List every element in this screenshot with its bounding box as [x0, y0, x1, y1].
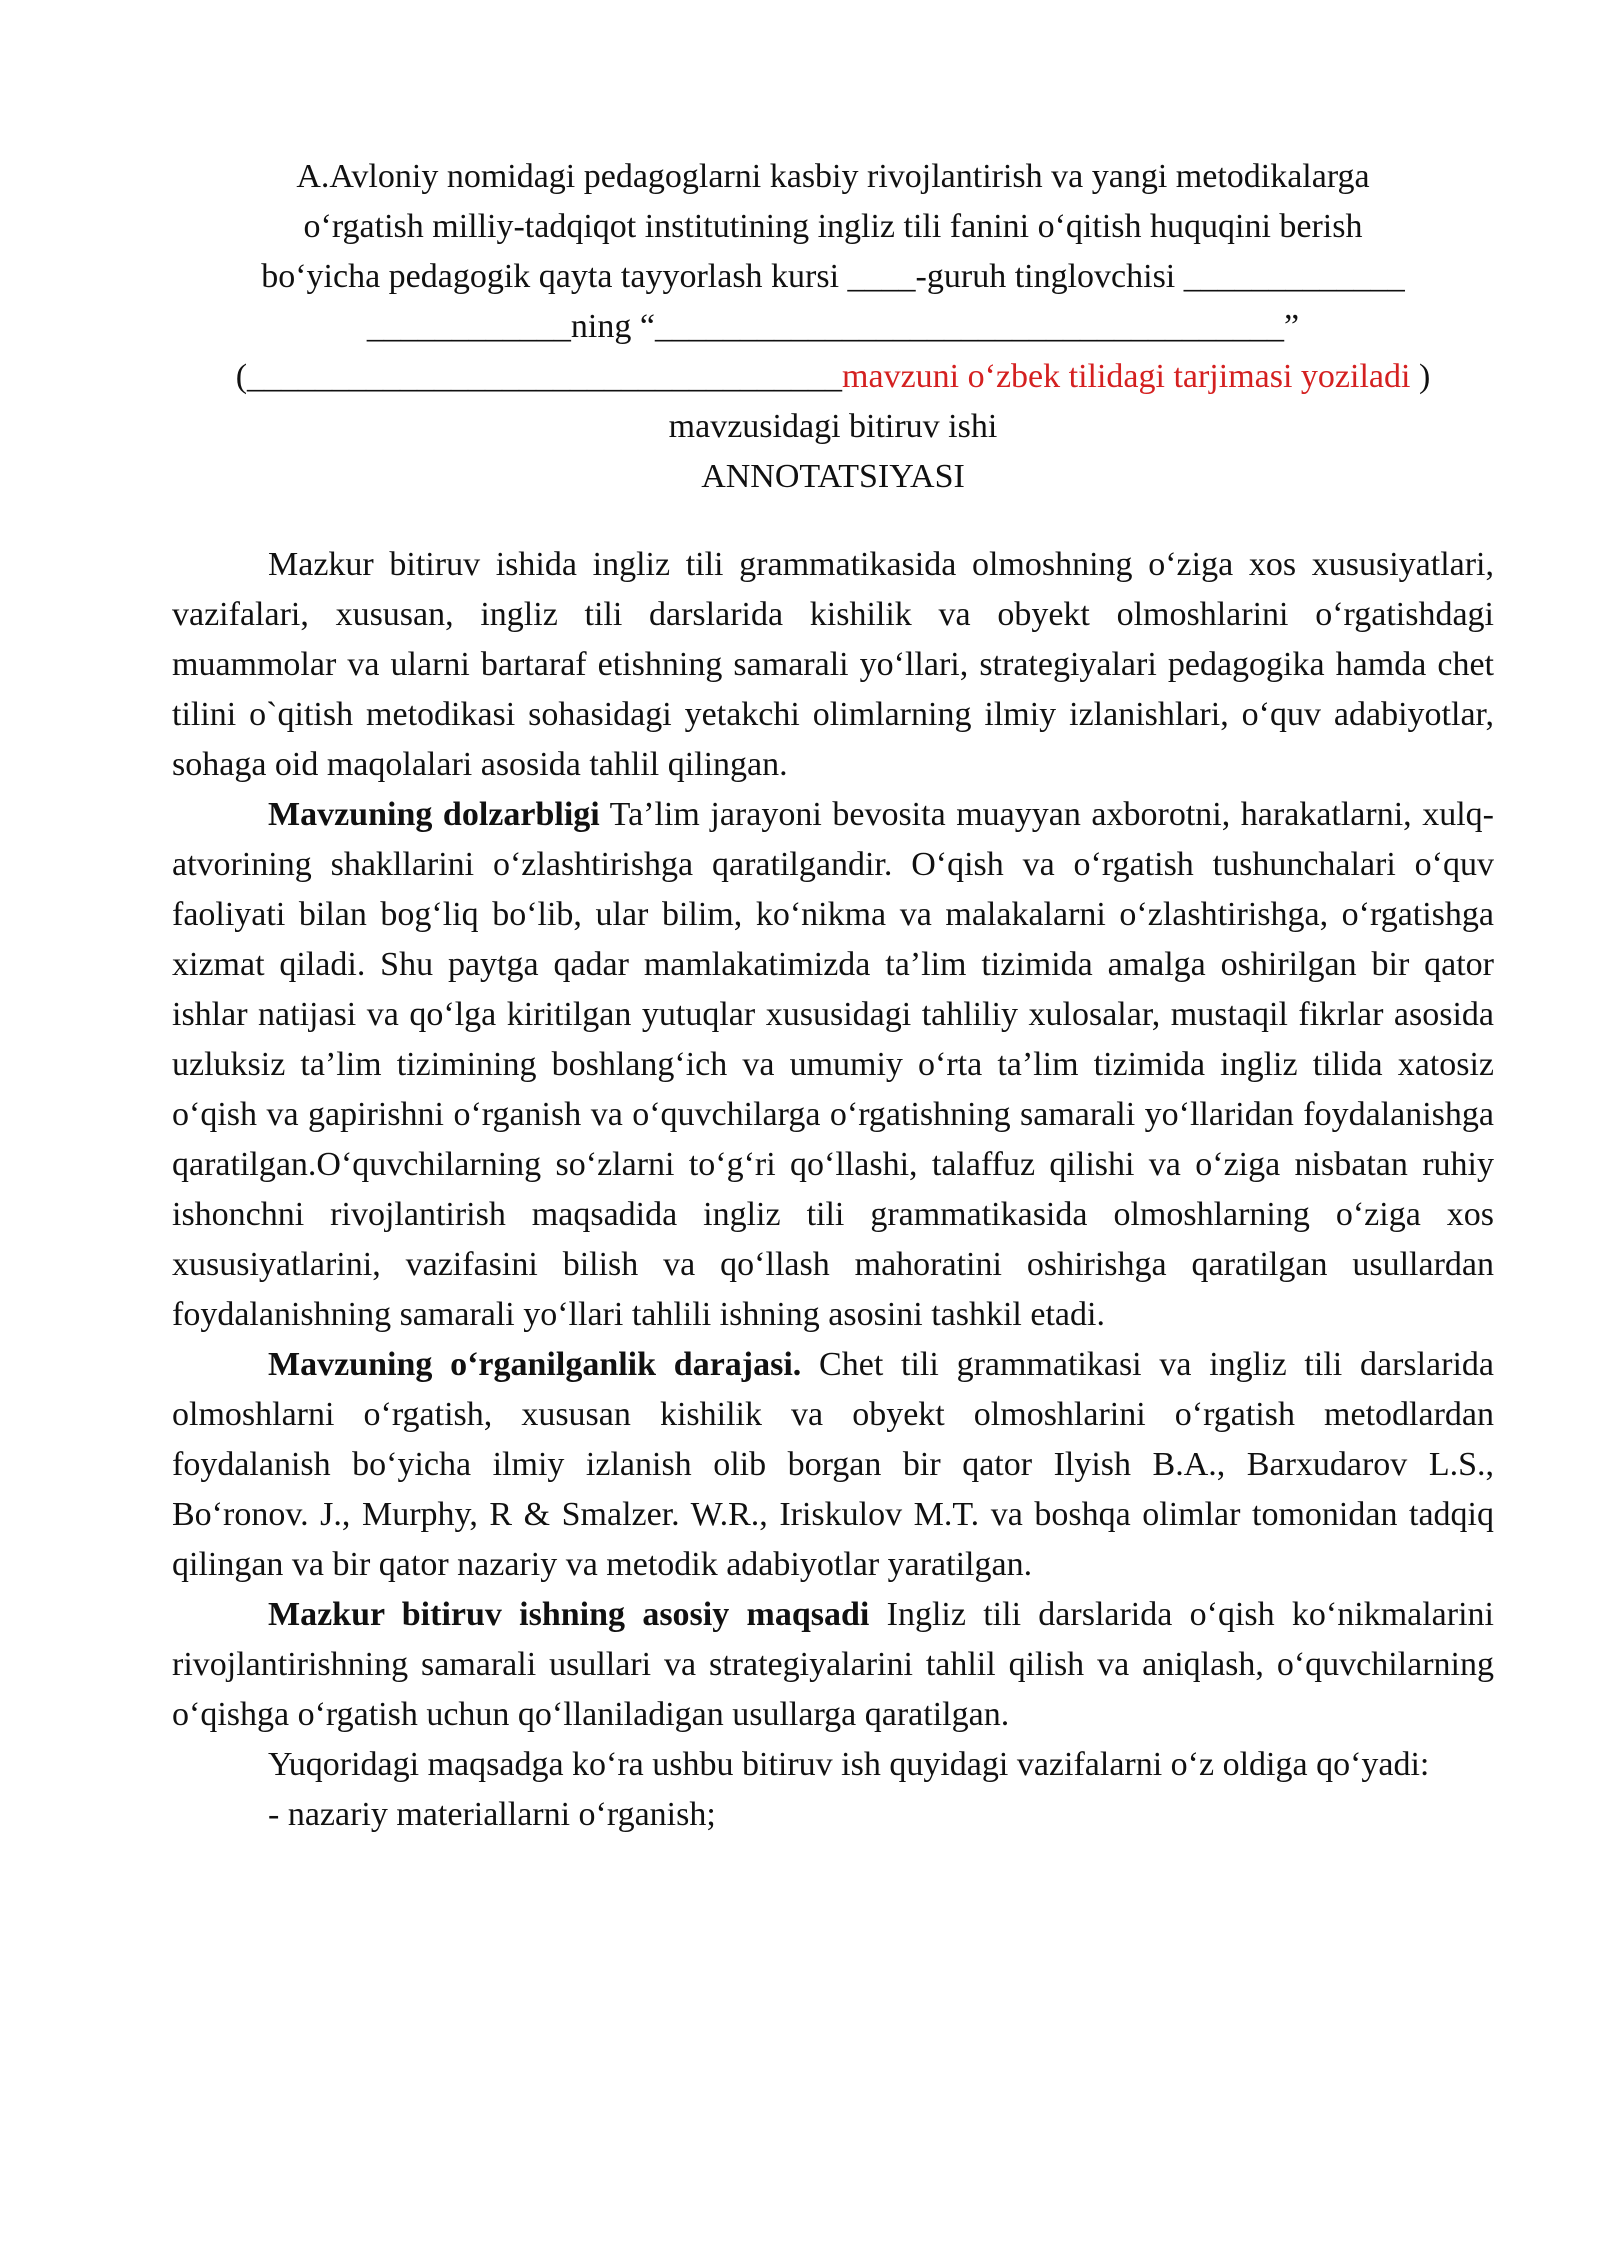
tasks-paragraph: Yuqoridagi maqsadga ko‘ra ushbu bitiruv ish quyidagi vazifalarni o‘z oldiga qo‘yadi:	[268, 1746, 1430, 1783]
study-level-paragraph	[172, 1340, 1494, 1590]
goal-heading: Mazkur bitiruv ishning asosiy maqsadi	[268, 1596, 870, 1633]
study-level-text: Chet tili grammatikasi va ingliz tili darslarida olmoshlarni o‘rgatish, xususan kishilik va obyekt olmoshlarini o‘rgatish metodlardan foydalanish bo‘yicha ilmiy izlanish olib borgan bir qator Ilyish B.A., Barxudarov L.S., Bo‘ronov. J., Murphy, R & Smalzer. W.R., Iriskulov M.T. va boshqa olimlar tomonidan tadqiq qilingan va bir qator nazariy va metodik adabiyotlar yaratilgan.	[172, 1346, 1494, 1583]
institute-line-2: o‘rgatish milliy-tadqiqot institutining ingliz tili fanini o‘qitish huquqini berish	[303, 208, 1363, 245]
relevance-heading: Mavzuning dolzarbligi	[268, 796, 600, 833]
institute-line-1: A.Avloniy nomidagi pedagoglarni kasbiy rivojlantirish va yangi metodikalarga	[296, 158, 1370, 195]
intro-paragraph: Mazkur bitiruv ishida ingliz tili grammatikasida olmoshning o‘ziga xos xususiyatlari, vazifalari, xususan, ingliz tili darslarida kishilik va obyekt olmoshlarini o‘rgatishdagi muammolar va ularni bartaraf etishning samarali yo‘llari, strategiyalari pedagogika hamda chet tilini o`qitish metodikasi sohasidagi yetakchi olimlarning ilmiy izlanishlari, o‘quv adabiyotlar, sohaga oid maqolalari asosida tahlil qilingan.	[172, 546, 1494, 783]
title-block	[168, 152, 1498, 502]
translation-instruction: mavzuni o‘zbek tilidagi tarjimasi yoziladi	[842, 358, 1411, 395]
goal-paragraph	[172, 1590, 1494, 1740]
goal-text: Ingliz tili darslarida o‘qish ko‘nikmalarini rivojlantirishning samarali usullari va strategiyalarini tahlil qilish va aniqlash, o‘quvchilarning o‘qishga o‘rgatish uchun qo‘llaniladigan usullarga qaratilgan.	[172, 1596, 1494, 1733]
relevance-text: Ta’lim jarayoni bevosita muayyan axborotni, harakatlarni, xulq-atvorining shakllarini o‘zlashtirishga qaratilgandir. O‘qish va o‘rgatish tushunchalari o‘quv faoliyati bilan bog‘liq bo‘lib, ular bilim, ko‘nikma va malakalarni o‘zlashtirishga, o‘rgatishga xizmat qiladi. Shu paytga qadar mamlakatimizda ta’lim tizimida amalga oshirilgan bir qator ishlar natijasi va qo‘lga kiritilgan yutuqlar xususidagi tahliliy xulosalar, mustaqil fikrlar asosida uzluksiz ta’lim tizimining boshlang‘ich va umumiy o‘rta ta’lim tizimida ingliz tilida xatosiz o‘qish va gapirishni o‘rganish va o‘quvchilarga o‘rgatishning samarali yo‘llaridan foydalanishga qaratilgan.O‘quvchilarning so‘zlarni to‘g‘ri qo‘llashi, talaffuz qilishi va o‘ziga nisbatan ruhiy ishonchni rivojlantirish maqsadida ingliz tili grammatikasida olmoshlarning o‘ziga xos xususiyatlarini, vazifasini bilish va qo‘llash mahoratini oshirishga qaratilgan usullardan foydalanishning samarali yo‘llari tahlili ishning asosini tashkil etadi.	[172, 796, 1494, 1333]
translation-line	[168, 352, 1498, 402]
task-list-item: - nazariy materiallarni o‘rganish;	[268, 1796, 716, 1833]
thesis-subtitle: mavzusidagi bitiruv ishi	[668, 408, 998, 445]
student-topic-line: ____________ning “_____________________________________”	[366, 308, 1300, 345]
translation-blank: (___________________________________	[235, 358, 843, 395]
annotation-body	[172, 540, 1494, 1840]
course-group-line: bo‘yicha pedagogik qayta tayyorlash kursi ____-guruh tinglovchisi _____________	[261, 258, 1405, 295]
study-level-heading: Mavzuning o‘rganilganlik darajasi.	[268, 1346, 802, 1383]
translation-close: )	[1410, 358, 1431, 395]
relevance-paragraph	[172, 790, 1494, 1340]
annotation-heading: ANNOTATSIYASI	[701, 458, 965, 495]
